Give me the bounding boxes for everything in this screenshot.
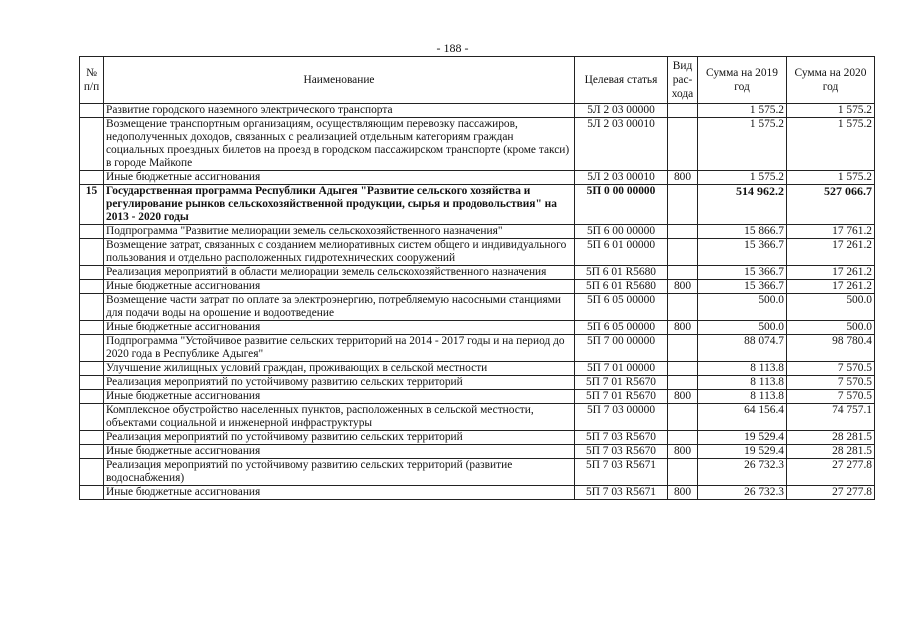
row-sum-2020-cell: 7 570.5 — [787, 390, 875, 404]
row-code-cell: 5П 7 00 00000 — [575, 335, 668, 362]
row-name-cell: Иные бюджетные ассигнования — [104, 486, 575, 500]
row-number-cell — [80, 118, 104, 171]
row-name-cell: Иные бюджетные ассигнования — [104, 390, 575, 404]
row-code-cell: 5П 7 03 R5670 — [575, 445, 668, 459]
row-code-cell: 5П 0 00 00000 — [575, 185, 668, 225]
table-row — [80, 335, 875, 362]
row-sum-2019-cell: 26 732.3 — [698, 486, 787, 500]
table-row — [80, 280, 875, 294]
row-code-cell: 5П 6 05 00000 — [575, 294, 668, 321]
row-kind-cell — [668, 376, 698, 390]
row-kind-cell: 800 — [668, 321, 698, 335]
row-sum-2019-cell: 19 529.4 — [698, 431, 787, 445]
row-kind-cell — [668, 185, 698, 225]
row-number-cell — [80, 445, 104, 459]
row-kind-cell — [668, 362, 698, 376]
row-name-cell: Реализация мероприятий по устойчивому развитию сельских территорий — [104, 376, 575, 390]
row-sum-2019-cell: 15 366.7 — [698, 239, 787, 266]
row-kind-cell: 800 — [668, 486, 698, 500]
row-number-cell — [80, 239, 104, 266]
row-code-cell: 5П 6 01 R5680 — [575, 280, 668, 294]
row-number-cell — [80, 294, 104, 321]
header-sum-2019: Сумма на 2019 год — [698, 57, 787, 104]
row-sum-2019-cell: 8 113.8 — [698, 376, 787, 390]
row-sum-2020-cell: 17 761.2 — [787, 225, 875, 239]
row-name-cell: Возмещение затрат, связанных с созданием мелиоративных систем общего и индивидуального пользования и отдельно расположенных гидротехнических сооружений — [104, 239, 575, 266]
row-number-cell — [80, 390, 104, 404]
row-kind-cell — [668, 404, 698, 431]
row-sum-2019-cell: 88 074.7 — [698, 335, 787, 362]
row-sum-2019-cell: 500.0 — [698, 321, 787, 335]
row-name-cell: Реализация мероприятий в области мелиорации земель сельскохозяйственного назначения — [104, 266, 575, 280]
row-sum-2020-cell: 500.0 — [787, 294, 875, 321]
table-row — [80, 118, 875, 171]
table-row — [80, 321, 875, 335]
header-sum-2020: Сумма на 2020 год — [787, 57, 875, 104]
row-sum-2020-cell: 17 261.2 — [787, 239, 875, 266]
row-number-cell — [80, 280, 104, 294]
row-name-cell: Подпрограмма "Развитие мелиорации земель сельскохозяйственного назначения" — [104, 225, 575, 239]
table-row — [80, 431, 875, 445]
row-code-cell: 5Л 2 03 00000 — [575, 104, 668, 118]
table-row — [80, 185, 875, 225]
row-sum-2020-cell: 74 757.1 — [787, 404, 875, 431]
row-code-cell: 5П 7 03 R5671 — [575, 486, 668, 500]
row-sum-2019-cell: 15 366.7 — [698, 280, 787, 294]
page-number: - 188 - — [436, 41, 469, 55]
row-number-cell — [80, 266, 104, 280]
row-sum-2020-cell: 1 575.2 — [787, 104, 875, 118]
row-name-cell: Комплексное обустройство населенных пунктов, расположенных в сельской местности, объектами социальной и инженерной инфраструктуры — [104, 404, 575, 431]
row-name-cell: Возмещение части затрат по оплате за электроэнергию, потребляемую насосными станциями для подачи воды на орошение и водоотведение — [104, 294, 575, 321]
row-sum-2020-cell: 1 575.2 — [787, 118, 875, 171]
row-code-cell: 5П 6 05 00000 — [575, 321, 668, 335]
row-code-cell: 5П 6 01 00000 — [575, 239, 668, 266]
header-num: № п/п — [80, 57, 104, 104]
row-sum-2020-cell: 527 066.7 — [787, 185, 875, 225]
row-code-cell: 5П 7 03 00000 — [575, 404, 668, 431]
row-number-cell — [80, 362, 104, 376]
row-number-cell — [80, 321, 104, 335]
row-kind-cell: 800 — [668, 445, 698, 459]
table-row — [80, 171, 875, 185]
row-number-cell — [80, 225, 104, 239]
row-kind-cell — [668, 239, 698, 266]
row-code-cell: 5Л 2 03 00010 — [575, 118, 668, 171]
row-sum-2020-cell: 7 570.5 — [787, 376, 875, 390]
row-sum-2020-cell: 17 261.2 — [787, 266, 875, 280]
row-sum-2019-cell: 8 113.8 — [698, 390, 787, 404]
row-code-cell: 5П 7 03 R5670 — [575, 431, 668, 445]
row-code-cell: 5Л 2 03 00010 — [575, 171, 668, 185]
row-number-cell — [80, 459, 104, 486]
row-kind-cell — [668, 431, 698, 445]
row-number-cell — [80, 431, 104, 445]
table-row — [80, 104, 875, 118]
row-kind-cell — [668, 294, 698, 321]
row-sum-2020-cell: 500.0 — [787, 321, 875, 335]
row-code-cell: 5П 7 01 R5670 — [575, 390, 668, 404]
row-sum-2020-cell: 27 277.8 — [787, 486, 875, 500]
row-number-cell — [80, 335, 104, 362]
row-sum-2019-cell: 64 156.4 — [698, 404, 787, 431]
row-number-cell — [80, 104, 104, 118]
header-kind: Вид рас-хода — [668, 57, 698, 104]
row-name-cell: Государственная программа Республики Адыгея "Развитие сельского хозяйства и регулирование рынков сельскохозяйственной продукции, сырья и продовольствия" на 2013 - 2020 годы — [104, 185, 575, 225]
row-number-cell — [80, 404, 104, 431]
row-sum-2019-cell: 15 866.7 — [698, 225, 787, 239]
row-kind-cell: 800 — [668, 280, 698, 294]
row-kind-cell: 800 — [668, 390, 698, 404]
table-body — [80, 104, 875, 500]
row-code-cell: 5П 6 01 R5680 — [575, 266, 668, 280]
row-code-cell: 5П 7 03 R5671 — [575, 459, 668, 486]
row-kind-cell — [668, 266, 698, 280]
row-sum-2019-cell: 514 962.2 — [698, 185, 787, 225]
table-row — [80, 225, 875, 239]
row-number-cell — [80, 376, 104, 390]
row-sum-2020-cell: 17 261.2 — [787, 280, 875, 294]
row-sum-2019-cell: 26 732.3 — [698, 459, 787, 486]
row-sum-2020-cell: 7 570.5 — [787, 362, 875, 376]
row-kind-cell — [668, 225, 698, 239]
row-kind-cell — [668, 335, 698, 362]
row-name-cell: Улучшение жилищных условий граждан, проживающих в сельской местности — [104, 362, 575, 376]
row-kind-cell — [668, 459, 698, 486]
row-name-cell: Иные бюджетные ассигнования — [104, 280, 575, 294]
row-sum-2019-cell: 500.0 — [698, 294, 787, 321]
row-sum-2019-cell: 19 529.4 — [698, 445, 787, 459]
row-sum-2019-cell: 1 575.2 — [698, 104, 787, 118]
row-sum-2020-cell: 28 281.5 — [787, 445, 875, 459]
row-number-cell: 15 — [80, 185, 104, 225]
row-sum-2020-cell: 27 277.8 — [787, 459, 875, 486]
row-kind-cell: 800 — [668, 171, 698, 185]
row-sum-2019-cell: 8 113.8 — [698, 362, 787, 376]
table-row — [80, 362, 875, 376]
table-row — [80, 486, 875, 500]
row-kind-cell — [668, 104, 698, 118]
table-row — [80, 376, 875, 390]
table-row — [80, 445, 875, 459]
row-name-cell: Реализация мероприятий по устойчивому развитию сельских территорий (развитие водоснабжения) — [104, 459, 575, 486]
row-code-cell: 5П 7 01 R5670 — [575, 376, 668, 390]
row-kind-cell — [668, 118, 698, 171]
row-number-cell — [80, 486, 104, 500]
row-name-cell: Иные бюджетные ассигнования — [104, 321, 575, 335]
table-row — [80, 390, 875, 404]
row-sum-2020-cell: 98 780.4 — [787, 335, 875, 362]
row-name-cell: Иные бюджетные ассигнования — [104, 445, 575, 459]
row-number-cell — [80, 171, 104, 185]
row-name-cell: Возмещение транспортным организациям, осуществляющим перевозку пассажиров, недополученных доходов, связанных с реализацией отдельным категориям граждан социальных проездных билетов на проезд в городском пассажирском транспорте (кроме такси) в городе Майкопе — [104, 118, 575, 171]
row-name-cell: Развитие городского наземного электрического транспорта — [104, 104, 575, 118]
row-sum-2019-cell: 1 575.2 — [698, 118, 787, 171]
header-name: Наименование — [104, 57, 575, 104]
table-row — [80, 266, 875, 280]
table-row — [80, 459, 875, 486]
header-code: Целевая статья — [575, 57, 668, 104]
row-name-cell: Иные бюджетные ассигнования — [104, 171, 575, 185]
row-sum-2019-cell: 15 366.7 — [698, 266, 787, 280]
row-name-cell: Подпрограмма "Устойчивое развитие сельских территорий на 2014 - 2017 годы и на период до 2020 года в Республике Адыгея" — [104, 335, 575, 362]
row-name-cell: Реализация мероприятий по устойчивому развитию сельских территорий — [104, 431, 575, 445]
row-sum-2019-cell: 1 575.2 — [698, 171, 787, 185]
row-sum-2020-cell: 28 281.5 — [787, 431, 875, 445]
row-code-cell: 5П 7 01 00000 — [575, 362, 668, 376]
budget-table — [79, 56, 875, 500]
table-row — [80, 239, 875, 266]
table-header-row — [80, 57, 875, 104]
table-row — [80, 404, 875, 431]
table-row — [80, 294, 875, 321]
row-code-cell: 5П 6 00 00000 — [575, 225, 668, 239]
row-sum-2020-cell: 1 575.2 — [787, 171, 875, 185]
